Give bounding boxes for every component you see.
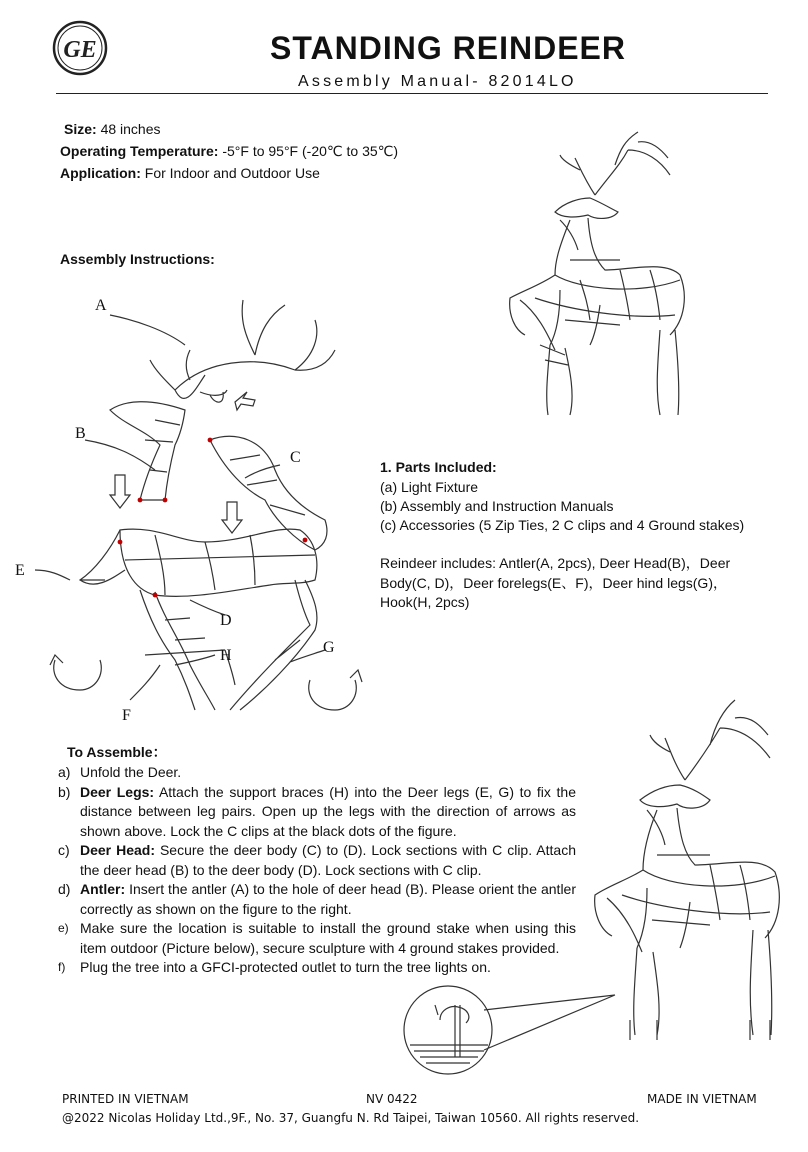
footer-printed-in: PRINTED IN VIETNAM — [62, 1092, 189, 1106]
assembly-step-d: d) Antler: Insert the antler (A) to the hole of deer head (B). Please orient the antler correctly as shown on the figure to the right. — [58, 881, 576, 917]
callout-d: D — [220, 612, 232, 629]
callout-a: A — [95, 297, 107, 314]
spec-size: Size: 48 inches — [64, 121, 161, 137]
reindeer-assembled-illustration-top — [500, 120, 700, 420]
ground-stake-detail — [400, 975, 620, 1085]
parts-included-heading: 1. Parts Included: — [380, 459, 497, 475]
parts-item-c: (c) Accessories (5 Zip Ties, 2 C clips and 4 Ground stakes) — [380, 517, 745, 533]
assembly-step-e: e) Make sure the location is suitable to install the ground stake when using this item outdoor (Picture below), secure sculpture with 4 ground stakes provided. — [58, 920, 576, 956]
footer-made-in: MADE IN VIETNAM — [647, 1092, 757, 1106]
ge-logo — [52, 20, 108, 76]
reindeer-includes-text: Reindeer includes: Antler(A, 2pcs), Deer Head(B)，Deer Body(C, D)，Deer forelegs(E、F)，Deer hind legs(G)，Hook(H, 2pcs) — [380, 555, 731, 610]
footer-code: NV 0422 — [366, 1092, 418, 1106]
header-divider — [56, 93, 768, 94]
assembly-steps-list — [58, 763, 576, 978]
assembly-step-c: c) Deer Head: Secure the deer body (C) to (D). Lock sections with C clip. Attach the deer head (B) to the deer body (D). Lock sections with C clip. — [58, 842, 576, 878]
callout-b: B — [75, 425, 86, 442]
callout-c: C — [290, 449, 301, 466]
assembly-instructions-heading: Assembly Instructions: — [60, 251, 215, 267]
page-title: STANDING REINDEER — [270, 30, 626, 66]
spec-application: Application: For Indoor and Outdoor Use — [60, 165, 320, 181]
callout-h: H — [220, 647, 232, 664]
footer-copyright: @2022 Nicolas Holiday Ltd.,9F., No. 37, Guangfu N. Rd Taipei, Taiwan 10560. All rights reserved. — [62, 1111, 640, 1125]
callout-e: E — [15, 562, 25, 579]
callout-g: G — [323, 639, 335, 656]
exploded-parts-diagram — [15, 280, 365, 724]
assembly-step-f: f) Plug the tree into a GFCI-protected outlet to turn the tree lights on. — [58, 959, 491, 975]
assembly-step-b: b) Deer Legs: Attach the support braces (H) into the Deer legs (E, G) to fix the distance between leg pairs. Open up the legs with the direction of arrows as shown above. Lock the C clips at the black dots of the figure. — [58, 783, 576, 839]
assembly-step-a: a) Unfold the Deer. — [58, 764, 182, 780]
page-subtitle: Assembly Manual- 82014LO — [298, 73, 577, 90]
svg-text:GE: GE — [63, 37, 97, 63]
parts-item-b: (b) Assembly and Instruction Manuals — [380, 498, 614, 514]
parts-item-a: (a) Light Fixture — [380, 479, 479, 495]
callout-f: F — [122, 707, 131, 724]
to-assemble-heading: To Assemble： — [67, 744, 167, 760]
spec-operating-temperature: Operating Temperature: -5°F to 95°F (-20℃ to 35℃) — [60, 143, 399, 159]
